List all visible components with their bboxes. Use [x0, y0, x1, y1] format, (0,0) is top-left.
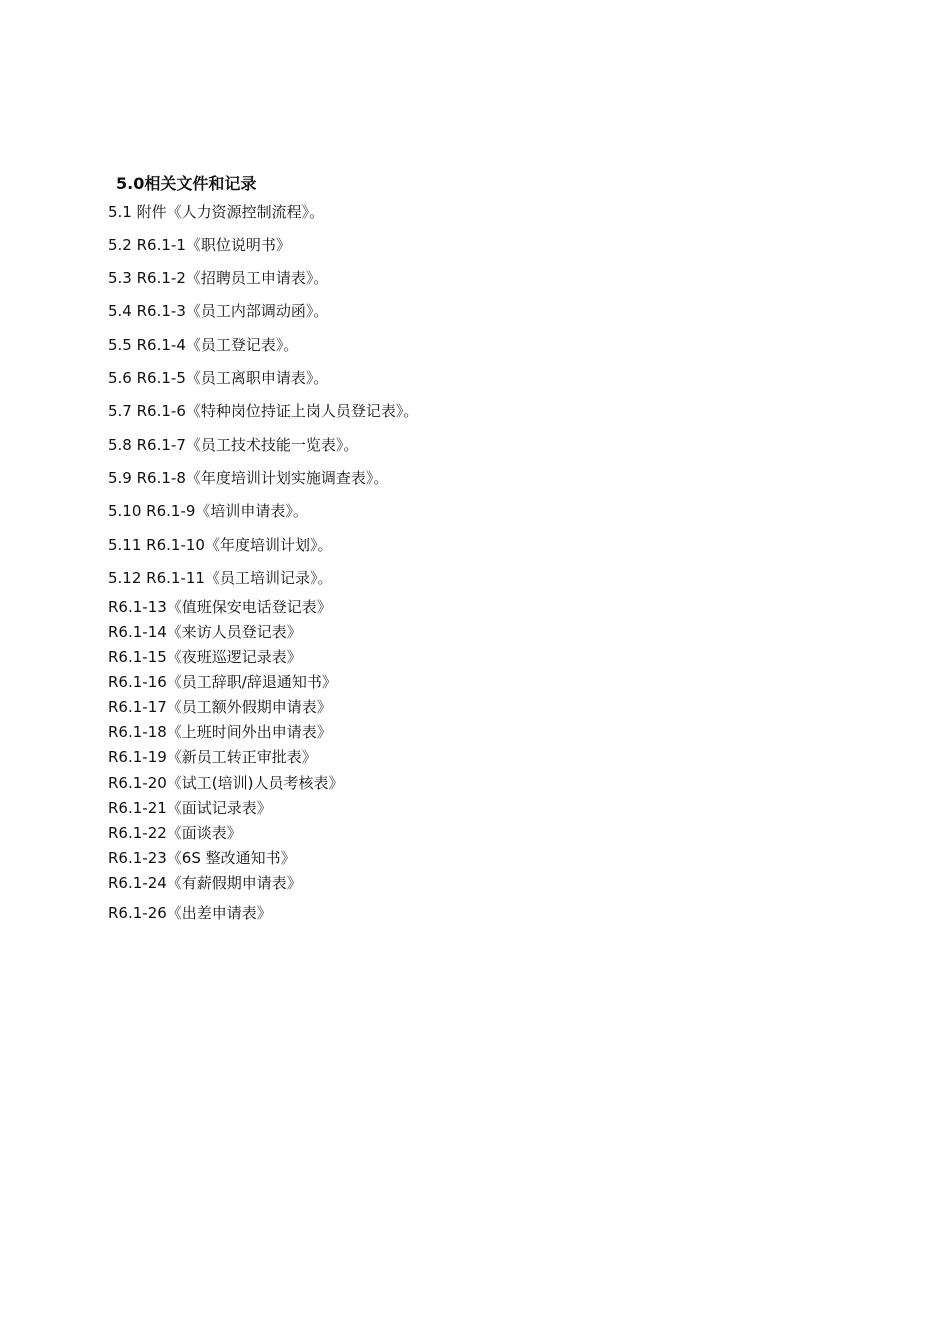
- list-item: 5.8 R6.1-7《员工技术技能一览表》。: [108, 436, 359, 454]
- list-item: R6.1-20《试工(培训)人员考核表》: [108, 774, 344, 792]
- list-item: R6.1-15《夜班巡逻记录表》: [108, 648, 302, 666]
- list-item: 5.9 R6.1-8《年度培训计划实施调查表》。: [108, 469, 389, 487]
- list-item: 5.12 R6.1-11《员工培训记录》。: [108, 569, 333, 587]
- list-item: 5.5 R6.1-4《员工登记表》。: [108, 336, 299, 354]
- section-heading: 5.0相关文件和记录: [116, 174, 257, 193]
- list-item: 5.6 R6.1-5《员工离职申请表》。: [108, 369, 329, 387]
- list-item: R6.1-22《面谈表》: [108, 824, 242, 842]
- list-item: R6.1-16《员工辞职/辞退通知书》: [108, 673, 337, 691]
- list-item: 5.2 R6.1-1《职位说明书》: [108, 236, 291, 254]
- list-item: R6.1-13《值班保安电话登记表》: [108, 598, 332, 616]
- list-item: R6.1-19《新员工转正审批表》: [108, 748, 317, 766]
- list-item: R6.1-18《上班时间外出申请表》: [108, 723, 332, 741]
- list-item: R6.1-26《出差申请表》: [108, 904, 272, 922]
- list-item: 5.3 R6.1-2《招聘员工申请表》。: [108, 269, 329, 287]
- list-item: 5.4 R6.1-3《员工内部调动函》。: [108, 302, 329, 320]
- list-item: R6.1-23《6S 整改通知书》: [108, 849, 296, 867]
- list-item: R6.1-17《员工额外假期申请表》: [108, 698, 332, 716]
- list-item: 5.7 R6.1-6《特种岗位持证上岗人员登记表》。: [108, 402, 419, 420]
- list-item: R6.1-24《有薪假期申请表》: [108, 874, 302, 892]
- list-item: R6.1-14《来访人员登记表》: [108, 623, 302, 641]
- list-item: R6.1-21《面试记录表》: [108, 799, 272, 817]
- list-item: 5.11 R6.1-10《年度培训计划》。: [108, 536, 333, 554]
- list-item: 5.1 附件《人力资源控制流程》。: [108, 203, 325, 221]
- list-item: 5.10 R6.1-9《培训申请表》。: [108, 502, 308, 520]
